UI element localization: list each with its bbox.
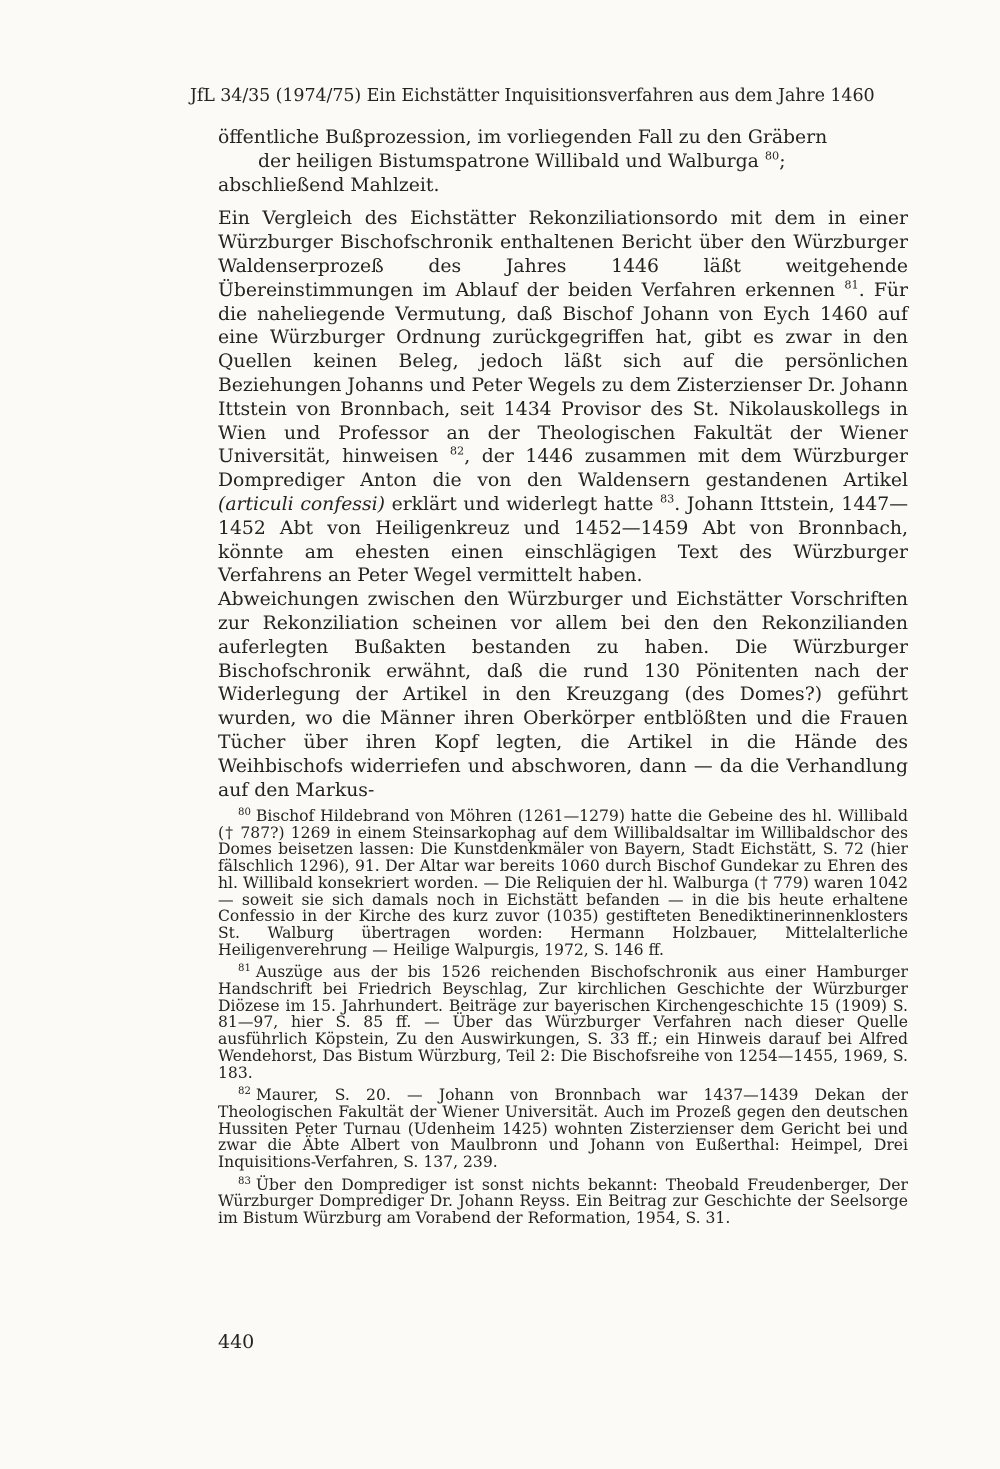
- list-punct: ;: [779, 150, 786, 172]
- running-head: JfL 34/35 (1974/75) Ein Eichstätter Inquisitionsverfahren aus dem Jahre 1460: [190, 86, 875, 106]
- paragraph-text: , der 1446 zusammen mit dem Würzburger Domprediger Anton die von den Waldensern gestandenen Artikel: [218, 446, 908, 492]
- paragraph-2: Abweichungen zwischen den Würzburger und Eichstätter Vorschriften zur Rekonziliation scheinen vor allem bei den den Rekonzilianden auferlegten Bußakten bestanden zu haben. Die Würzburger Bischofschronik erwähnt, daß die rund 130 Pönitenten nach der Widerlegung der Artikel in den Kreuzgang (des Domes?) geführt wurden, wo die Männer ihren Oberkörper entblößten und die Frauen Tücher über ihren Kopf legten, die Artikel in die Hände des Weihbischofs widerriefen und abschworen, dann — da die Verhandlung auf den Markus-: [218, 589, 908, 801]
- footnote-ref[interactable]: 82: [449, 445, 465, 459]
- footnote-text: Maurer, S. 20. — Johann von Bronnbach war 1437—1439 Dekan der Theologischen Fakultät der Wiener Universität. Auch im Prozeß gegen den deutschen Hussiten Peter Turnau (Udenheim 1425) wohnten Zisterzienser dem Gericht bei und zwar die Äbte Albert von Maulbronn und Johann von Eußerthal: Heimpel, Drei Inquisitions-Verfahren, S. 137, 239.: [218, 1086, 908, 1172]
- penance-list: [218, 126, 908, 197]
- list-text: der heiligen Bistumspatrone Willibald und Walburga: [258, 150, 759, 172]
- footnote: [218, 1087, 908, 1171]
- list-line: abschließend Mahlzeit.: [218, 174, 440, 196]
- footnote-number: 83: [238, 1175, 251, 1187]
- main-text: [218, 126, 908, 802]
- italic-term: (articuli confessi): [218, 493, 385, 515]
- footnote: [218, 964, 908, 1081]
- footnote-ref[interactable]: 83: [659, 492, 675, 506]
- list-line: öffentliche Bußprozession, im vorliegenden Fall zu den Gräbern: [218, 127, 828, 148]
- footnote-text: Über den Domprediger ist sonst nichts bekannt: Theobald Freudenberger, Der Würzburger Domprediger Dr. Johann Reyss. Ein Beitrag zur Geschichte der Seelsorge im Bistum Würzburg am Vorabend der Reformation, 1954, S. 31.: [218, 1175, 908, 1228]
- paragraph-text: . Für die naheliegende Vermutung, daß Bischof Johann von Eych 1460 auf eine Würzburger Ordnung zurückgegriffen hat, gibt es zwar in den Quellen keinen Beleg, jedoch läßt sich auf die persönlichen Beziehungen Johanns und Peter Wegels zu dem Zisterzienser Dr. Johann Ittstein von Bronnbach, seit 1434 Provisor des St. Nikolauskollegs in Wien und Professor an der Theologischen Fakultät der Wiener Universität, hinweisen: [218, 279, 909, 468]
- footnote-text: Auszüge aus der bis 1526 reichenden Bischofschronik aus einer Hamburger Handschrift bei Friedrich Beyschlag, Zur kirchlichen Geschichte der Würzburger Diözese im 15. Jahrhundert. Beiträge zur bayerischen Kirchengeschichte 15 (1909) S. 81—97, hier S. 85 ff. — Über das Würzburger Verfahren nach dieser Quelle ausführlich Köpstein, Zu den Auswirkungen, S. 33 ff.; ein Hinweis darauf bei Alfred Wendehorst, Das Bistum Würzburg, Teil 2: Die Bischofsreihe von 1254—1455, 1969, S. 183.: [218, 963, 908, 1082]
- footnote-text: Bischof Hildebrand von Möhren (1261—1279) hatte die Gebeine des hl. Willibald († 787?) 1269 in einem Steinsarkophag auf dem Willibaldsaltar im Willibaldschor des Domes beisetzen lassen: Die Kunstdenkmäler von Bayern, Stadt Eichstätt, S. 72 (hier fälschlich 1296), 91. Der Altar war bereits 1060 durch Bischof Gundekar zu Ehren des hl. Willibald konsekriert worden. — Die Reliquien der hl. Walburga († 779) waren 1042 — soweit sie sich damals noch in Eichstätt befanden — in die bis heute erhaltene Confessio in der Kirche des kurz zuvor (1035) gestifteten Benediktinerinnenklosters St. Walburg übertragen worden: Hermann Holzbauer, Mittelalterliche Heiligenverehrung — Heilige Walpurgis, 1972, S. 146 ff.: [218, 807, 908, 959]
- footnote-number: 81: [238, 963, 251, 975]
- paragraph-text: erklärt und widerlegt hatte: [384, 493, 654, 515]
- footnote: [218, 1177, 908, 1227]
- page-number: 440: [218, 1331, 255, 1353]
- footnote-number: 82: [238, 1086, 251, 1098]
- paragraph-1: [218, 207, 908, 588]
- paragraph-text: . Johann Ittstein, 1447—1452 Abt von Heiligenkreuz und 1452—1459 Abt von Bronnbach, könnte am ehesten einen einschlägigen Text des Würzburger Verfahrens an Peter Wegel vermittelt haben.: [218, 493, 908, 587]
- footnote: [218, 808, 908, 958]
- footnote-ref[interactable]: 80: [764, 149, 780, 163]
- footnotes: [218, 808, 908, 1233]
- list-line-indented: [218, 150, 908, 174]
- footnote-ref[interactable]: 81: [844, 278, 859, 292]
- paragraph-text: Ein Vergleich des Eichstätter Rekonziliationsordo mit dem in einer Würzburger Bischofschronik enthaltenen Bericht über den Würzburger Waldenserprozeß des Jahres 1446 läßt weitgehende Übereinstimmungen im Ablauf der beiden Verfahren erkennen: [218, 208, 908, 301]
- footnote-number: 80: [238, 806, 251, 818]
